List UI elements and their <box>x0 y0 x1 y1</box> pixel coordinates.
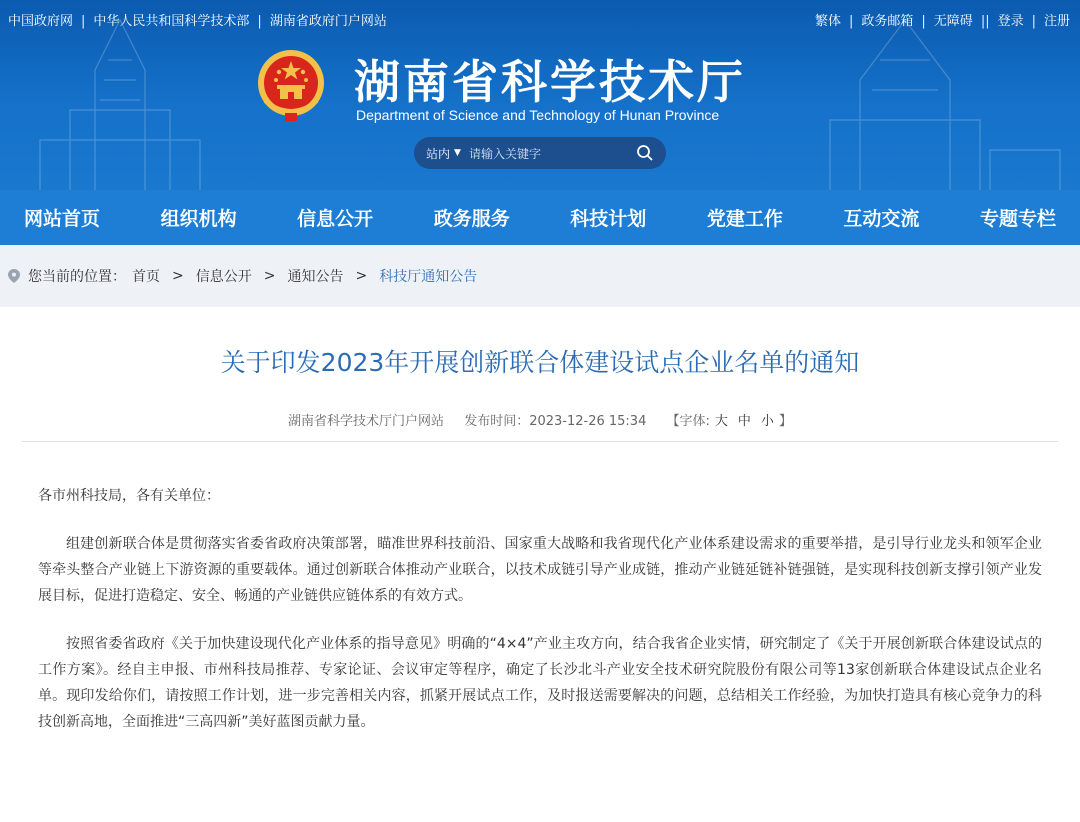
nav-sci-plans[interactable]: 科技计划 <box>570 208 647 230</box>
national-emblem-icon <box>255 45 327 125</box>
paragraph-1: 组建创新联合体是贯彻落实省委省政府决策部署，瞄准世界科技前沿、国家重大战略和我省现代化产业体系建设需求的重要举措，是引导行业龙头和领军企业等牵头整合产业链上下游资源的重要载体。通过创新联合体推动产业联合，以技术成链引导产业成链，推动产业链延链补链强链，是实现科技创新支撑引领产业发展目标，促进打造稳定、安全、畅通的产业链供应链体系的有效方式。 <box>38 536 1042 604</box>
top-links-right <box>815 10 1070 29</box>
separator: | <box>921 14 926 29</box>
link-traditional[interactable]: 繁体 <box>814 14 841 29</box>
link-most[interactable]: 中华人民共和国科学技术部 <box>93 14 250 29</box>
article-meta <box>0 410 1080 429</box>
divider <box>22 441 1058 442</box>
caret-down-icon[interactable]: ▼ <box>454 148 461 158</box>
nav-party-building[interactable]: 党建工作 <box>706 208 783 230</box>
separator: | <box>849 14 854 29</box>
font-size-switcher <box>667 414 792 429</box>
link-hunan-gov[interactable]: 湖南省政府门户网站 <box>269 14 387 29</box>
paragraph-2: 按照省委省政府《关于加快建设现代化产业体系的指导意见》明确的“4×4”产业主攻方向，结合我省企业实情，研究制定了《关于开展创新联合体建设试点的工作方案》。经自主申报、市州科技局推荐、专家论证、会议审定等程序，确定了长沙北斗产业安全技术研究院股份有限公司等13家创新联合体建设试点企业名单。现印发给你们，请按照工作计划，进一步完善相关内容，抓紧开展试点工作，及时报送需要解决的问题，总结相关工作经验，为加快打造具有核心竞争力的科技创新高地，全面推进“三高四新”美好蓝图贡献力量。 <box>38 636 1042 730</box>
link-register[interactable]: 注册 <box>1043 14 1070 29</box>
link-gov-mail[interactable]: 政务邮箱 <box>861 14 914 29</box>
publish-time-label: 发布时间： <box>464 414 530 429</box>
font-size-large[interactable]: 大 <box>714 414 728 429</box>
font-size-end: 】 <box>778 414 792 429</box>
site-subtitle: Department of Science and Technology of Hunan Province <box>356 107 720 123</box>
breadcrumb-home[interactable]: 首页 <box>132 269 160 285</box>
article-body <box>0 483 1080 735</box>
search-icon[interactable] <box>636 144 654 162</box>
link-accessibility[interactable]: 无障碍 <box>933 14 973 29</box>
breadcrumb <box>0 245 1080 307</box>
article <box>0 346 1080 735</box>
font-size-medium[interactable]: 中 <box>737 414 751 429</box>
search-bar[interactable] <box>414 137 666 169</box>
article-source: 湖南省科学技术厅门户网站 <box>288 414 445 429</box>
search-scope-select[interactable]: 站内 <box>426 146 451 161</box>
main-nav <box>0 190 1080 245</box>
separator: | <box>257 14 262 29</box>
separator: || <box>980 14 990 29</box>
font-size-small[interactable]: 小 <box>760 414 774 429</box>
salutation: 各市州科技局，各有关单位： <box>38 488 220 504</box>
nav-organization[interactable]: 组织机构 <box>160 208 237 230</box>
font-size-label: 【字体: <box>666 414 710 429</box>
breadcrumb-separator: > <box>263 268 276 284</box>
separator: | <box>81 14 86 29</box>
nav-interaction[interactable]: 互动交流 <box>843 208 920 230</box>
header-banner <box>0 0 1080 190</box>
nav-info-disclosure[interactable]: 信息公开 <box>297 208 374 230</box>
separator: | <box>1031 14 1036 29</box>
nav-special-topics[interactable]: 专题专栏 <box>979 208 1056 230</box>
breadcrumb-notices[interactable]: 通知公告 <box>287 269 344 285</box>
site-title: 湖南省科学技术厅 <box>354 55 746 109</box>
publish-time <box>464 414 646 429</box>
nav-gov-services[interactable]: 政务服务 <box>433 208 510 230</box>
breadcrumb-info-disclosure[interactable]: 信息公开 <box>195 269 252 285</box>
search-input[interactable]: 请输入关键字 <box>468 146 541 161</box>
breadcrumb-separator: > <box>355 268 368 284</box>
link-login[interactable]: 登录 <box>997 14 1024 29</box>
link-gov-portal[interactable]: 中国政府网 <box>8 14 74 29</box>
breadcrumb-separator: > <box>172 268 184 284</box>
location-pin-icon <box>8 269 20 283</box>
nav-home[interactable]: 网站首页 <box>24 208 101 230</box>
top-links-left <box>8 10 387 28</box>
publish-date: 2023-12-26 15:34 <box>529 414 647 429</box>
breadcrumb-label: 您当前的位置： <box>28 269 126 285</box>
article-title: 关于印发2023年开展创新联合体建设试点企业名单的通知 <box>220 348 860 377</box>
breadcrumb-current[interactable]: 科技厅通知公告 <box>379 269 478 285</box>
